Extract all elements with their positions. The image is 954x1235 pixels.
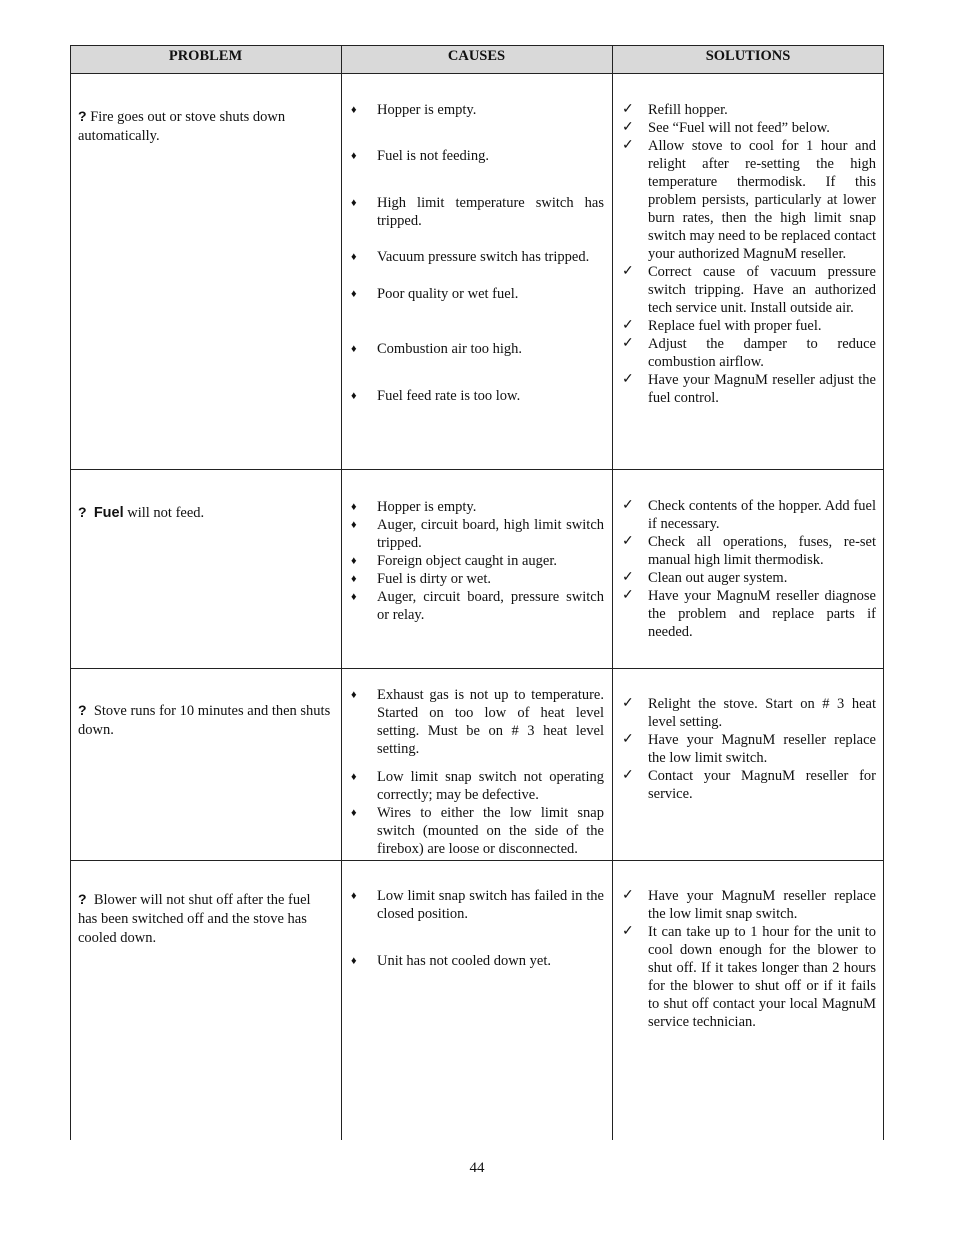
diamond-icon: ♦ [351,501,357,513]
list-item: ♦ Auger, circuit board, high limit switch tripped. [351,517,604,551]
solutions-list [620,101,876,407]
list-item: ✓ Have your MagnuM reseller diagnose the problem and replace parts if needed. [622,588,876,640]
list-item: ✓ Have your MagnuM reseller replace the low limit switch. [622,732,876,766]
check-icon: ✓ [622,120,634,135]
list-item: ✓ Have your MagnuM reseller replace the low limit snap switch. [622,888,876,922]
diamond-icon: ♦ [351,251,357,263]
list-item: ♦ Fuel feed rate is too low. [351,388,521,404]
list-item: ♦ Foreign object caught in auger. [351,553,557,569]
list-item: ♦ Hopper is empty. [351,499,477,515]
check-icon: ✓ [622,318,634,333]
page-number: 44 [469,1160,485,1176]
list-item: ✓ Adjust the damper to reduce combustion airflow. [622,336,876,370]
solutions-list [620,497,876,641]
table-header [70,45,884,74]
check-icon: ✓ [622,732,634,747]
diamond-icon: ♦ [351,390,357,402]
diamond-icon: ♦ [351,591,357,603]
causes-list [349,686,604,858]
header-problem: PROBLEM [168,48,243,64]
list-item: ♦ Hopper is empty. [351,102,477,118]
causes-list [349,887,604,970]
list-item: ♦ Low limit snap switch has failed in the closed position. [351,888,604,922]
problem-text: ? Fuel will not feed. [78,504,205,521]
question-icon: ? [78,891,87,907]
header-causes: CAUSES [447,48,506,64]
list-item: ✓ Check contents of the hopper. Add fuel if necessary. [622,498,876,532]
check-icon: ✓ [622,498,634,513]
list-item: ✓ Refill hopper. [622,102,728,118]
causes-list [349,101,604,405]
table-row [70,73,884,469]
list-item: ♦ Combustion air too high. [351,341,522,357]
check-icon: ✓ [622,570,634,585]
check-icon: ✓ [622,264,634,279]
question-icon: ? [78,108,87,124]
list-item: ✓ See “Fuel will not feed” below. [622,120,830,136]
diamond-icon: ♦ [351,955,357,967]
problem-text: ? Stove runs for 10 minutes and then shuts down. [78,702,331,738]
check-icon: ✓ [622,588,634,603]
list-item: ♦ Wires to either the low limit snap switch (mounted on the side of the firebox) are loose or disconnected. [351,805,604,857]
check-icon: ✓ [622,888,634,903]
list-item: ♦ Low limit snap switch not operating correctly; may be defective. [351,769,604,803]
diamond-icon: ♦ [351,519,357,531]
list-item: ♦ Exhaust gas is not up to temperature. Started on too low of heat level setting. Must be on # 3 heat level setting. [351,687,604,757]
troubleshooting-table [70,45,884,1140]
table-row [70,860,884,1140]
table-row [70,469,884,668]
check-icon: ✓ [622,138,634,153]
list-item: ♦ Auger, circuit board, pressure switch or relay. [351,589,604,623]
check-icon: ✓ [622,336,634,351]
diamond-icon: ♦ [351,890,357,902]
check-icon: ✓ [622,534,634,549]
check-icon: ✓ [622,768,634,783]
list-item: ✓ It can take up to 1 hour for the unit to cool down enough for the blower to shut off. If it takes longer than 2 hours for the blower to shut off or if it fails to shut off contact your local MagnuM service technician. [622,924,876,1030]
list-item: ♦ Vacuum pressure switch has tripped. [351,249,590,265]
question-icon: ? [78,504,87,520]
list-item: ✓ Clean out auger system. [622,570,788,586]
diamond-icon: ♦ [351,343,357,355]
solutions-list [620,887,876,1031]
diamond-icon: ♦ [351,555,357,567]
list-item: ✓ Allow stove to cool for 1 hour and relight after re-setting the high temperature thermodisk. If this problem persists, particularly at lower burn rates, then the high limit snap switch may need to be replaced contact your authorized MagnuM reseller. [622,138,876,262]
diamond-icon: ♦ [351,771,357,783]
diamond-icon: ♦ [351,807,357,819]
check-icon: ✓ [622,372,634,387]
solutions-list [620,695,876,803]
list-item: ✓ Correct cause of vacuum pressure switch tripping. Have an authorized tech service unit. Install outside air. [622,264,876,316]
diamond-icon: ♦ [351,573,357,585]
list-item: ✓ Check all operations, fuses, re-set manual high limit thermodisk. [622,534,876,568]
list-item: ♦ Unit has not cooled down yet. [351,953,551,969]
list-item: ✓ Have your MagnuM reseller adjust the fuel control. [622,372,876,406]
check-icon: ✓ [622,924,634,939]
problem-text: ? Blower will not shut off after the fuel has been switched off and the stove has cooled down. [78,891,311,946]
check-icon: ✓ [622,102,634,117]
causes-list [349,498,604,624]
list-item: ✓ Relight the stove. Start on # 3 heat level setting. [622,696,876,730]
diamond-icon: ♦ [351,689,357,701]
list-item: ✓ Replace fuel with proper fuel. [622,318,822,334]
question-icon: ? [78,702,87,718]
list-item: ♦ Fuel is not feeding. [351,148,489,164]
list-item: ♦ High limit temperature switch has tripped. [351,195,604,229]
diamond-icon: ♦ [351,150,357,162]
diamond-icon: ♦ [351,104,357,116]
list-item: ♦ Fuel is dirty or wet. [351,571,491,587]
table-row [70,668,884,860]
header-solutions: SOLUTIONS [705,48,791,64]
check-icon: ✓ [622,696,634,711]
problem-text: ? Fire goes out or stove shuts down automatically. [78,108,286,144]
list-item: ♦ Poor quality or wet fuel. [351,286,519,302]
list-item: ✓ Contact your MagnuM reseller for service. [622,768,876,802]
diamond-icon: ♦ [351,288,357,300]
diamond-icon: ♦ [351,197,357,209]
